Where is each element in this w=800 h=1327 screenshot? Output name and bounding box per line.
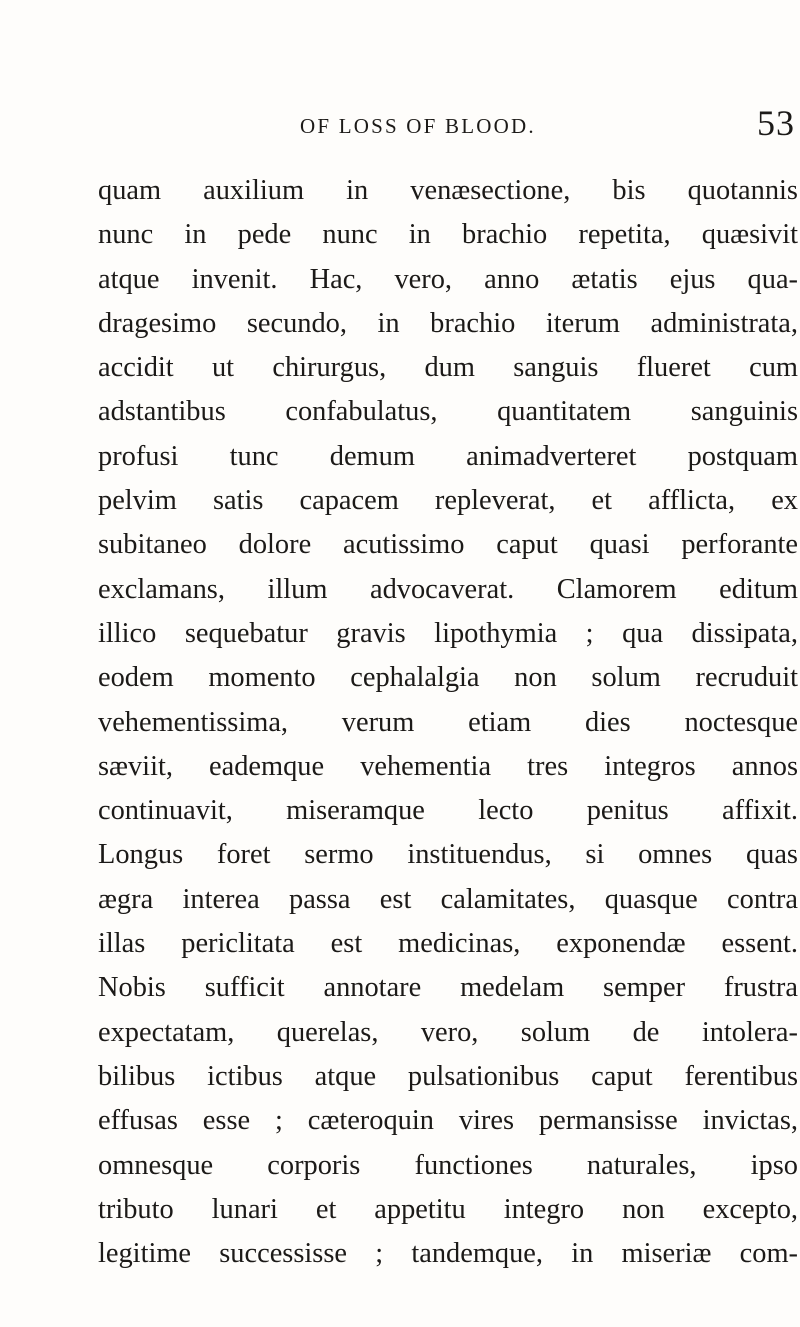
text-line: illico sequebatur gravis lipothymia ; qua dissipata, (98, 617, 798, 649)
text-line: legitime successisse ; tandemque, in miseriæ com- (98, 1238, 798, 1270)
text-line: omnesque corporis functiones naturales, ipso (98, 1149, 798, 1181)
text-line: effusas esse ; cæteroquin vires permansisse invictas, (98, 1105, 798, 1137)
text-line: bilibus ictibus atque pulsationibus caput ferentibus (98, 1060, 798, 1092)
running-head-title: OF LOSS OF BLOOD. (300, 114, 536, 138)
text-line: pelvim satis capacem repleverat, et afflicta, ex (98, 485, 798, 517)
running-head (100, 102, 795, 154)
text-line: tributo lunari et appetitu integro non excepto, (98, 1193, 798, 1225)
text-line: sæviit, eademque vehementia tres integros annos (98, 750, 798, 782)
text-line: exclamans, illum advocaverat. Clamorem editum (98, 573, 798, 605)
text-line: Longus foret sermo instituendus, si omnes quas (98, 839, 798, 871)
text-line: expectatam, querelas, vero, solum de intolera- (98, 1016, 798, 1048)
text-line: profusi tunc demum animadverteret postquam (98, 440, 798, 472)
text-line: atque invenit. Hac, vero, anno ætatis ejus qua- (98, 263, 798, 295)
text-line: eodem momento cephalalgia non solum recruduit (98, 662, 798, 694)
text-line: vehementissima, verum etiam dies noctesque (98, 706, 798, 738)
text-line: nunc in pede nunc in brachio repetita, quæsivit (98, 219, 798, 251)
text-line: adstantibus confabulatus, quantitatem sanguinis (98, 396, 798, 428)
text-line: dragesimo secundo, in brachio iterum administrata, (98, 307, 798, 339)
text-line: quam auxilium in venæsectione, bis quotannis (98, 175, 798, 206)
text-line: accidit ut chirurgus, dum sanguis flueret cum (98, 352, 798, 384)
text-line: Nobis sufficit annotare medelam semper frustra (98, 972, 798, 1004)
text-line: illas periclitata est medicinas, exponendæ essent. (98, 928, 798, 960)
text-line: continuavit, miseramque lecto penitus affixit. (98, 795, 798, 827)
text-line: ægra interea passa est calamitates, quasque contra (98, 883, 798, 915)
page-number: 53 (757, 103, 795, 143)
body-text (98, 169, 798, 1276)
text-line: subitaneo dolore acutissimo caput quasi perforante (98, 529, 798, 561)
